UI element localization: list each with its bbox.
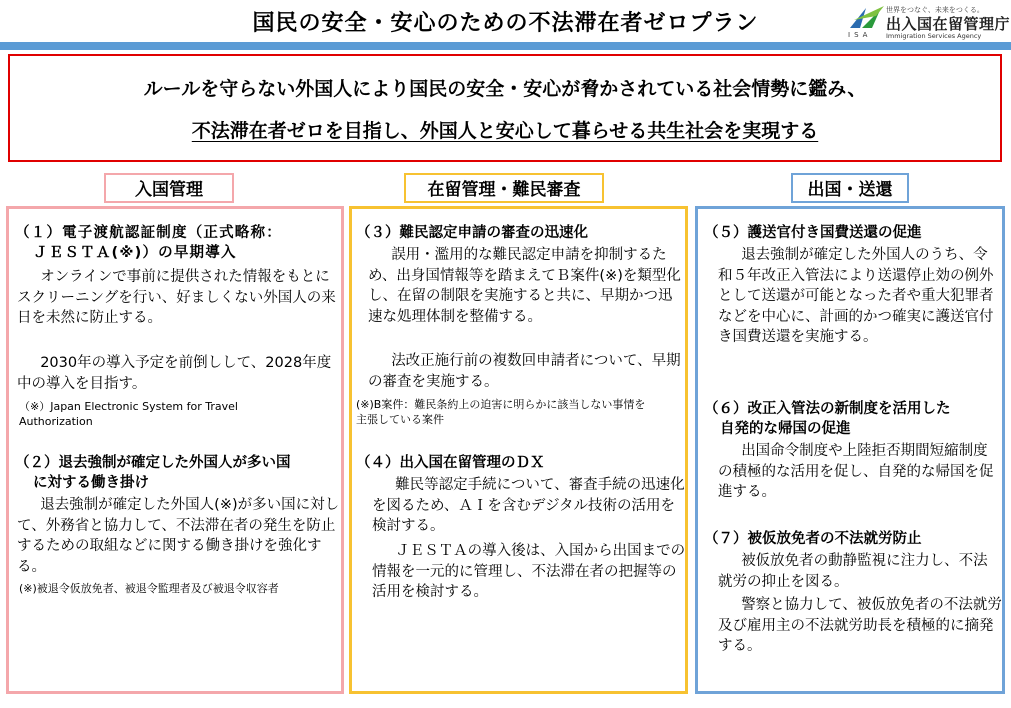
column-heading-entry: 入国管理 xyxy=(104,173,234,203)
item-1-body-1: オンラインで事前に提供された情報をもとにスクリーニングを行い、好ましくない外国人の来日を未然に防止する。 xyxy=(17,269,336,326)
mission-banner xyxy=(8,54,1002,162)
logo-abbr: ISA xyxy=(848,31,872,39)
item-6-title-line-2: 自発的な帰国の促進 xyxy=(720,421,851,437)
item-1-note: （※）Japan Electronic System for Travel Authorization xyxy=(19,400,238,428)
item-6-title-line-1: （６）改正入管法の新制度を活用した xyxy=(704,401,951,417)
item-2-body-1: 退去強制が確定した外国人(※)が多い国に対して、外務省と協力して、不法滞在者の発生を防止するための取組などに関する働き掛けを強化する。 xyxy=(17,497,340,575)
item-2-title-line-1: （２）退去強制が確定した外国人が多い国 xyxy=(15,455,291,471)
item-3-body-1: 誤用・濫用的な難民認定申請を抑制するため、出身国情報等を踏まえてＢ案件(※)を類型化し、在留の制限を実施すると共に、早期かつ迅速な処理体制を整備する。 xyxy=(368,247,681,325)
item-5-body-1: 退去強制が確定した外国人のうち、令和５年改正入管法により送還停止効の例外として送還が可能となった者や重大犯罪者などを中心に、計画的かつ確実に護送官付き国費送還を実施する。 xyxy=(718,247,994,345)
banner-line-1: ルールを守らない外国人により国民の安全・安心が脅かされている社会情勢に鑑み、 xyxy=(143,78,867,100)
item-4-title: （４）出入国在留管理のＤＸ xyxy=(356,455,545,471)
column-heading-residence: 在留管理・難民審査 xyxy=(404,173,604,203)
isa-logo-icon xyxy=(846,4,886,32)
panel-entry xyxy=(6,206,344,694)
item-1-body-2: 2030年の導入予定を前倒しして、2028年度中の導入を目指す。 xyxy=(17,355,332,392)
logo-english: Immigration Services Agency xyxy=(886,32,982,40)
logo-tagline: 世界をつなぐ、未来をつくる。 xyxy=(886,6,984,14)
header-divider xyxy=(0,42,1011,50)
item-3-note: (※)B案件：難民条約上の迫害に明らかに該当しない事情を主張している案件 xyxy=(356,398,646,426)
item-7-body-2: 警察と協力して、被仮放免者の不法就労及び雇用主の不法就労助長を積極的に摘発する。 xyxy=(718,597,1002,654)
title-bar xyxy=(0,0,1011,42)
item-3-body-2: 法改正施行前の複数回申請者について、早期の審査を実施する。 xyxy=(368,353,681,390)
item-4-body-1: 難民等認定手続について、審査手続の迅速化を図るため、ＡＩを含むデジタル技術の活用を検討する。 xyxy=(372,477,685,534)
item-3-title: （３）難民認定申請の審査の迅速化 xyxy=(356,225,588,241)
item-5-title: （５）護送官付き国費送還の促進 xyxy=(704,225,922,241)
banner-line-2 xyxy=(10,116,1000,143)
column-heading-departure: 出国・送還 xyxy=(791,173,909,203)
item-4-body-2: ＪＥＳＴＡの導入後は、入国から出国までの情報を一元的に管理し、不法滞在者の把握等の活用を検討する。 xyxy=(372,543,686,600)
agency-logo xyxy=(846,4,1011,40)
item-1-title-line-1: （１）電子渡航認証制度（正式略称： xyxy=(15,225,282,241)
logo-name: 出入国在留管理庁 xyxy=(886,15,1011,33)
item-6-body-1: 出国命令制度や上陸拒否期間短縮制度の積極的な活用を促し、自発的な帰国を促進する。 xyxy=(718,443,994,500)
panel-residence xyxy=(349,206,688,694)
item-7-title: （７）被仮放免者の不法就労防止 xyxy=(704,531,922,547)
item-7-body-1: 被仮放免者の動静監視に注力し、不法就労の抑止を図る。 xyxy=(718,553,988,590)
item-2-note: (※)被退令仮放免者、被退令監理者及び被退令収容者 xyxy=(19,582,279,595)
item-1-title-line-2: ＪＥＳＴＡ(※)）の早期導入 xyxy=(33,245,237,261)
item-2-title-line-2: に対する働き掛け xyxy=(33,475,149,491)
page-title: 国民の安全・安心のための不法滞在者ゼロプラン xyxy=(252,11,759,36)
panel-departure xyxy=(695,206,1005,694)
banner-line-2-text: 不法滞在者ゼロを目指し、外国人と安心して暮らせる共生社会を実現する xyxy=(191,120,819,142)
